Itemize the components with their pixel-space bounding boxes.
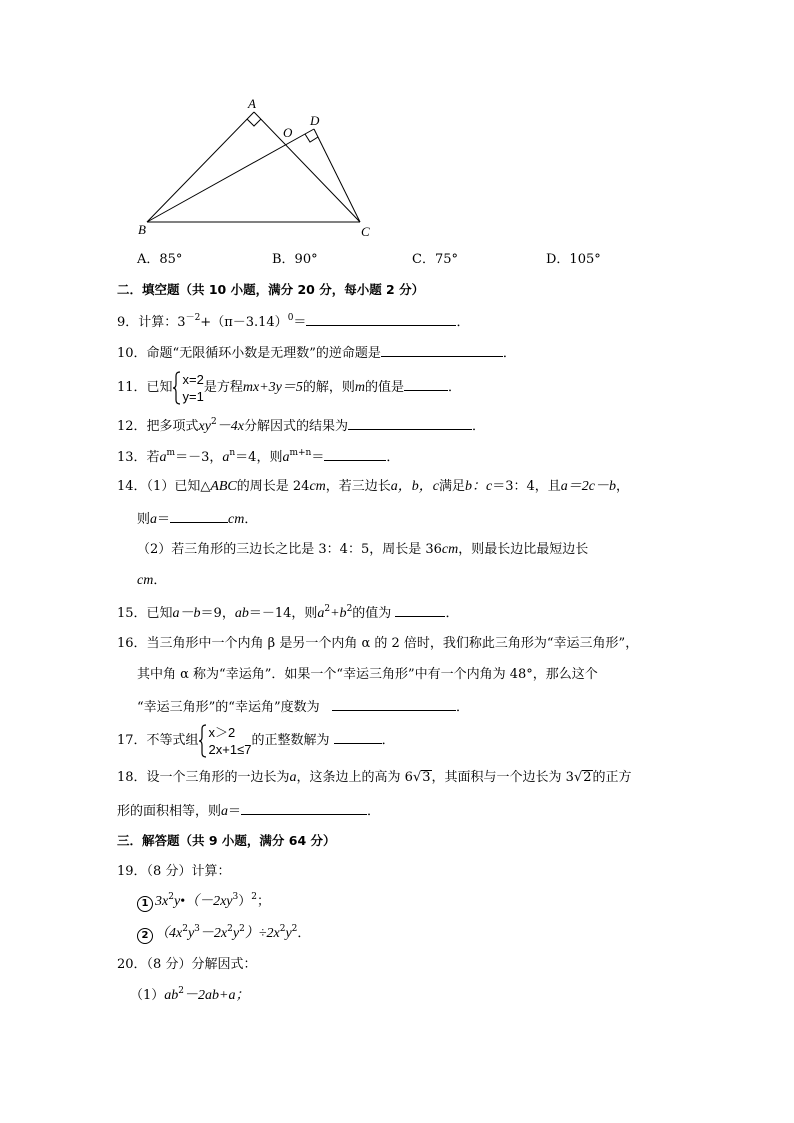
q20-part-label: （1） [130, 988, 165, 1003]
q9-num: 9． [117, 315, 139, 330]
sqrt-radicand: 3 [422, 770, 431, 785]
question-9 [117, 311, 469, 333]
q19-expr: ） [238, 894, 252, 909]
q19-exp: 2 [239, 924, 245, 934]
q19-expr: （4x [155, 926, 183, 941]
q19-exp: 2 [168, 892, 174, 902]
answer-blank[interactable] [324, 446, 386, 461]
question-14-line-1 [117, 477, 629, 497]
q11-m: m [354, 380, 366, 395]
sys-line-1: x=2 [182, 371, 204, 387]
q13-text: ＝ [311, 450, 325, 465]
question-20-part-1 [130, 986, 249, 1006]
q18-text: 形的面积相等，则 [117, 804, 222, 819]
question-14-line-4 [137, 571, 166, 591]
circled-number-1: 1 [137, 896, 153, 912]
label-B: B [138, 222, 146, 237]
q19-exp: 2 [182, 924, 188, 934]
q18-text: ，这条边上的高为 6 [296, 770, 413, 785]
q14-unit: cm [441, 542, 459, 557]
answer-blank[interactable] [306, 311, 456, 326]
q14-var: b：c [465, 479, 493, 494]
q13-var: a [222, 450, 230, 465]
q11-mid: 是方程 [203, 380, 243, 395]
answer-blank[interactable] [241, 800, 367, 815]
option-c: C．75° [412, 252, 458, 267]
sys-line-2: 2x+1≤7 [208, 741, 252, 757]
q15-text: 的值为 [352, 606, 392, 621]
question-19-heading: 19．（8 分）计算： [117, 864, 231, 879]
section-3-heading: 三．解答题（共 9 小题，满分 64 分） [117, 833, 336, 848]
q18-text: ＝ [228, 804, 242, 819]
q9-eq: ＝ [293, 315, 307, 330]
q19-expr: ． [297, 926, 311, 941]
left-brace-icon [199, 724, 207, 758]
answer-blank[interactable] [332, 696, 456, 711]
q9-mid: +（π－3.14） [200, 315, 288, 330]
label-A: A [248, 96, 256, 111]
q11-tail: 的值是 [365, 380, 405, 395]
question-16-line-3 [137, 696, 469, 718]
sys-line-2: y=1 [182, 388, 204, 404]
equation-system [173, 371, 204, 405]
q19-expr: ； [256, 894, 270, 909]
question-14-line-3 [137, 540, 588, 560]
q19-exp: 2 [251, 892, 257, 902]
q16-end: ． [456, 700, 470, 715]
q14-text: 的周长是 24 [236, 479, 310, 494]
q14-text: ， [616, 479, 630, 494]
question-20-heading: 20．（8 分）分解因式： [117, 957, 257, 972]
question-16-line-1: 16．当三角形中一个内角 β 是另一个内角 α 的 2 倍时，我们称此三角形为“幸运三角形”， [117, 636, 639, 651]
q15-exp: 2 [346, 604, 353, 614]
q19-exp: 3 [232, 892, 239, 902]
left-brace-icon [173, 371, 181, 405]
question-18-line-2 [117, 800, 380, 822]
option-a: A．85° [137, 252, 183, 267]
question-14-line-2 [137, 508, 257, 530]
q17-end: ． [381, 733, 395, 748]
q12-rest: －4x [216, 419, 244, 434]
sqrt-radicand: 2 [583, 770, 592, 785]
q19-expr: y [187, 926, 195, 941]
q14-text: ＝3：4，且 [492, 479, 561, 494]
q10-end: ． [502, 346, 516, 361]
q14-var: a＝2c－b [560, 479, 617, 494]
question-10 [117, 342, 516, 364]
q13-text: ＝4，则 [235, 450, 283, 465]
label-C: C [361, 224, 370, 239]
q20-exp: 2 [178, 986, 185, 996]
q15-var: a [317, 606, 325, 621]
q14-unit: cm [137, 573, 154, 588]
inequality-system [199, 724, 252, 758]
triangle-figure [130, 92, 390, 242]
q20-expr: ab [164, 988, 179, 1003]
q19-exp: 2 [291, 924, 298, 934]
question-18-line-1: 18．设一个三角形的一边长为a，这条边上的高为 6√3，其面积与一个边长为 3√2的正方 [117, 770, 632, 785]
q15-var: a－b [172, 606, 201, 621]
circled-number-2: 2 [137, 928, 153, 944]
q14-var: a，b，c [390, 479, 440, 494]
question-19-part-1 [137, 892, 270, 912]
segment-AC [254, 112, 360, 222]
q18-end: ． [367, 804, 381, 819]
q12-end: ． [471, 419, 485, 434]
q12-post: 分解因式的结果为 [243, 419, 348, 434]
q12-pre: 12．把多项式 [117, 419, 199, 434]
q11-equation: mx+3y＝5 [242, 380, 303, 395]
q17-text: 的正整数解为 [251, 733, 330, 748]
section-2-heading: 二．填空题（共 10 小题，满分 20 分，每小题 2 分） [117, 282, 425, 297]
label-D: D [310, 113, 320, 128]
q18-text: 的正方 [592, 770, 632, 785]
answer-blank[interactable] [170, 508, 228, 523]
segment-BA [147, 112, 254, 222]
q15-var: ab [234, 606, 249, 621]
answer-blank[interactable] [348, 415, 472, 430]
question-15 [117, 602, 458, 624]
q12-expr: xy [198, 419, 211, 434]
q13-var: a [159, 450, 167, 465]
q10-text: 10．命题“无限循环小数是无理数”的逆命题是 [117, 346, 381, 361]
q19-exp: 3 [194, 924, 200, 934]
q11-after: 的解，则 [302, 380, 355, 395]
q18-text: 18．设一个三角形的一边长为 [117, 770, 290, 785]
q19-expr: 3x [155, 894, 169, 909]
segment-BD [147, 129, 314, 222]
q13-exp: n [229, 448, 236, 458]
q9-pre: 计算：3 [138, 315, 186, 330]
q14-text: ． [244, 512, 258, 527]
q9-exp1: －2 [185, 313, 201, 323]
q18-var: a [289, 770, 297, 785]
q9-exp2: 0 [287, 313, 294, 323]
q18-var: a [221, 804, 229, 819]
q15-exp: 2 [324, 604, 331, 614]
q13-exp: m [166, 448, 176, 458]
question-19-part-2 [137, 924, 310, 944]
q12-exp: 2 [210, 417, 217, 427]
q19-expr: y•（－2xy [173, 894, 233, 909]
q14-unit: cm [309, 479, 326, 494]
q14-text: ． [153, 573, 167, 588]
q9-end: ． [456, 315, 470, 330]
q13-var: a [282, 450, 290, 465]
right-angle-mark-D [305, 134, 318, 142]
q19-expr: －2x [199, 926, 228, 941]
q17-text: 17．不等式组 [117, 733, 199, 748]
answer-blank[interactable] [395, 602, 445, 617]
q14-var: ABC [210, 479, 237, 494]
q19-expr: y [285, 926, 292, 941]
q14-var: a [150, 512, 158, 527]
q11-end: ． [448, 380, 462, 395]
q16-text: “幸运三角形”的“幸运角”度数为 [137, 700, 320, 715]
answer-blank[interactable] [334, 729, 382, 744]
segment-DC [314, 129, 360, 222]
sys-line-1: x＞2 [208, 724, 236, 740]
q20-expr: －2ab+a； [184, 988, 250, 1003]
q19-expr: y [232, 926, 240, 941]
q19-exp: 2 [227, 924, 233, 934]
q14-text: 14．（1）已知△ [117, 479, 211, 494]
option-b: B．90° [272, 252, 318, 267]
question-17 [117, 721, 395, 761]
q15-text: ＝－14，则 [248, 606, 318, 621]
question-16-line-2: 其中角 α 称为“幸运角”．如果一个“幸运三角形”中有一个内角为 48°，那么这个 [137, 667, 598, 682]
q18-text: ，其面积与一个边长为 3 [431, 770, 574, 785]
q14-text: （2）若三角形的三边长之比是 3：4：5，周长是 36 [137, 542, 442, 557]
q13-end: ． [386, 450, 400, 465]
question-12 [117, 415, 485, 437]
q14-text: 则 [137, 512, 151, 527]
label-O: O [283, 125, 293, 140]
option-d: D．105° [546, 252, 601, 267]
q14-unit: cm [228, 512, 245, 527]
q15-end: ． [445, 606, 459, 621]
q11-num: 11．已知 [117, 380, 173, 395]
question-13 [117, 446, 399, 468]
question-11 [117, 368, 461, 408]
answer-blank[interactable] [381, 342, 503, 357]
q14-text: ＝ [157, 512, 171, 527]
q15-var: +b [330, 606, 347, 621]
q19-exp: 2 [279, 924, 286, 934]
q15-text: ＝9， [200, 606, 235, 621]
q14-text: 满足 [439, 479, 466, 494]
q14-text: ，若三边长 [325, 479, 391, 494]
q14-text: ，则最长边比最短边长 [458, 542, 589, 557]
q13-text: ＝－3， [175, 450, 223, 465]
q13-exp: m+n [289, 448, 312, 458]
q13-pre: 13．若 [117, 450, 160, 465]
answer-blank[interactable] [404, 376, 448, 391]
q15-text: 15．已知 [117, 606, 173, 621]
right-angle-mark-A [247, 119, 261, 126]
q19-expr: ）÷2x [244, 926, 280, 941]
